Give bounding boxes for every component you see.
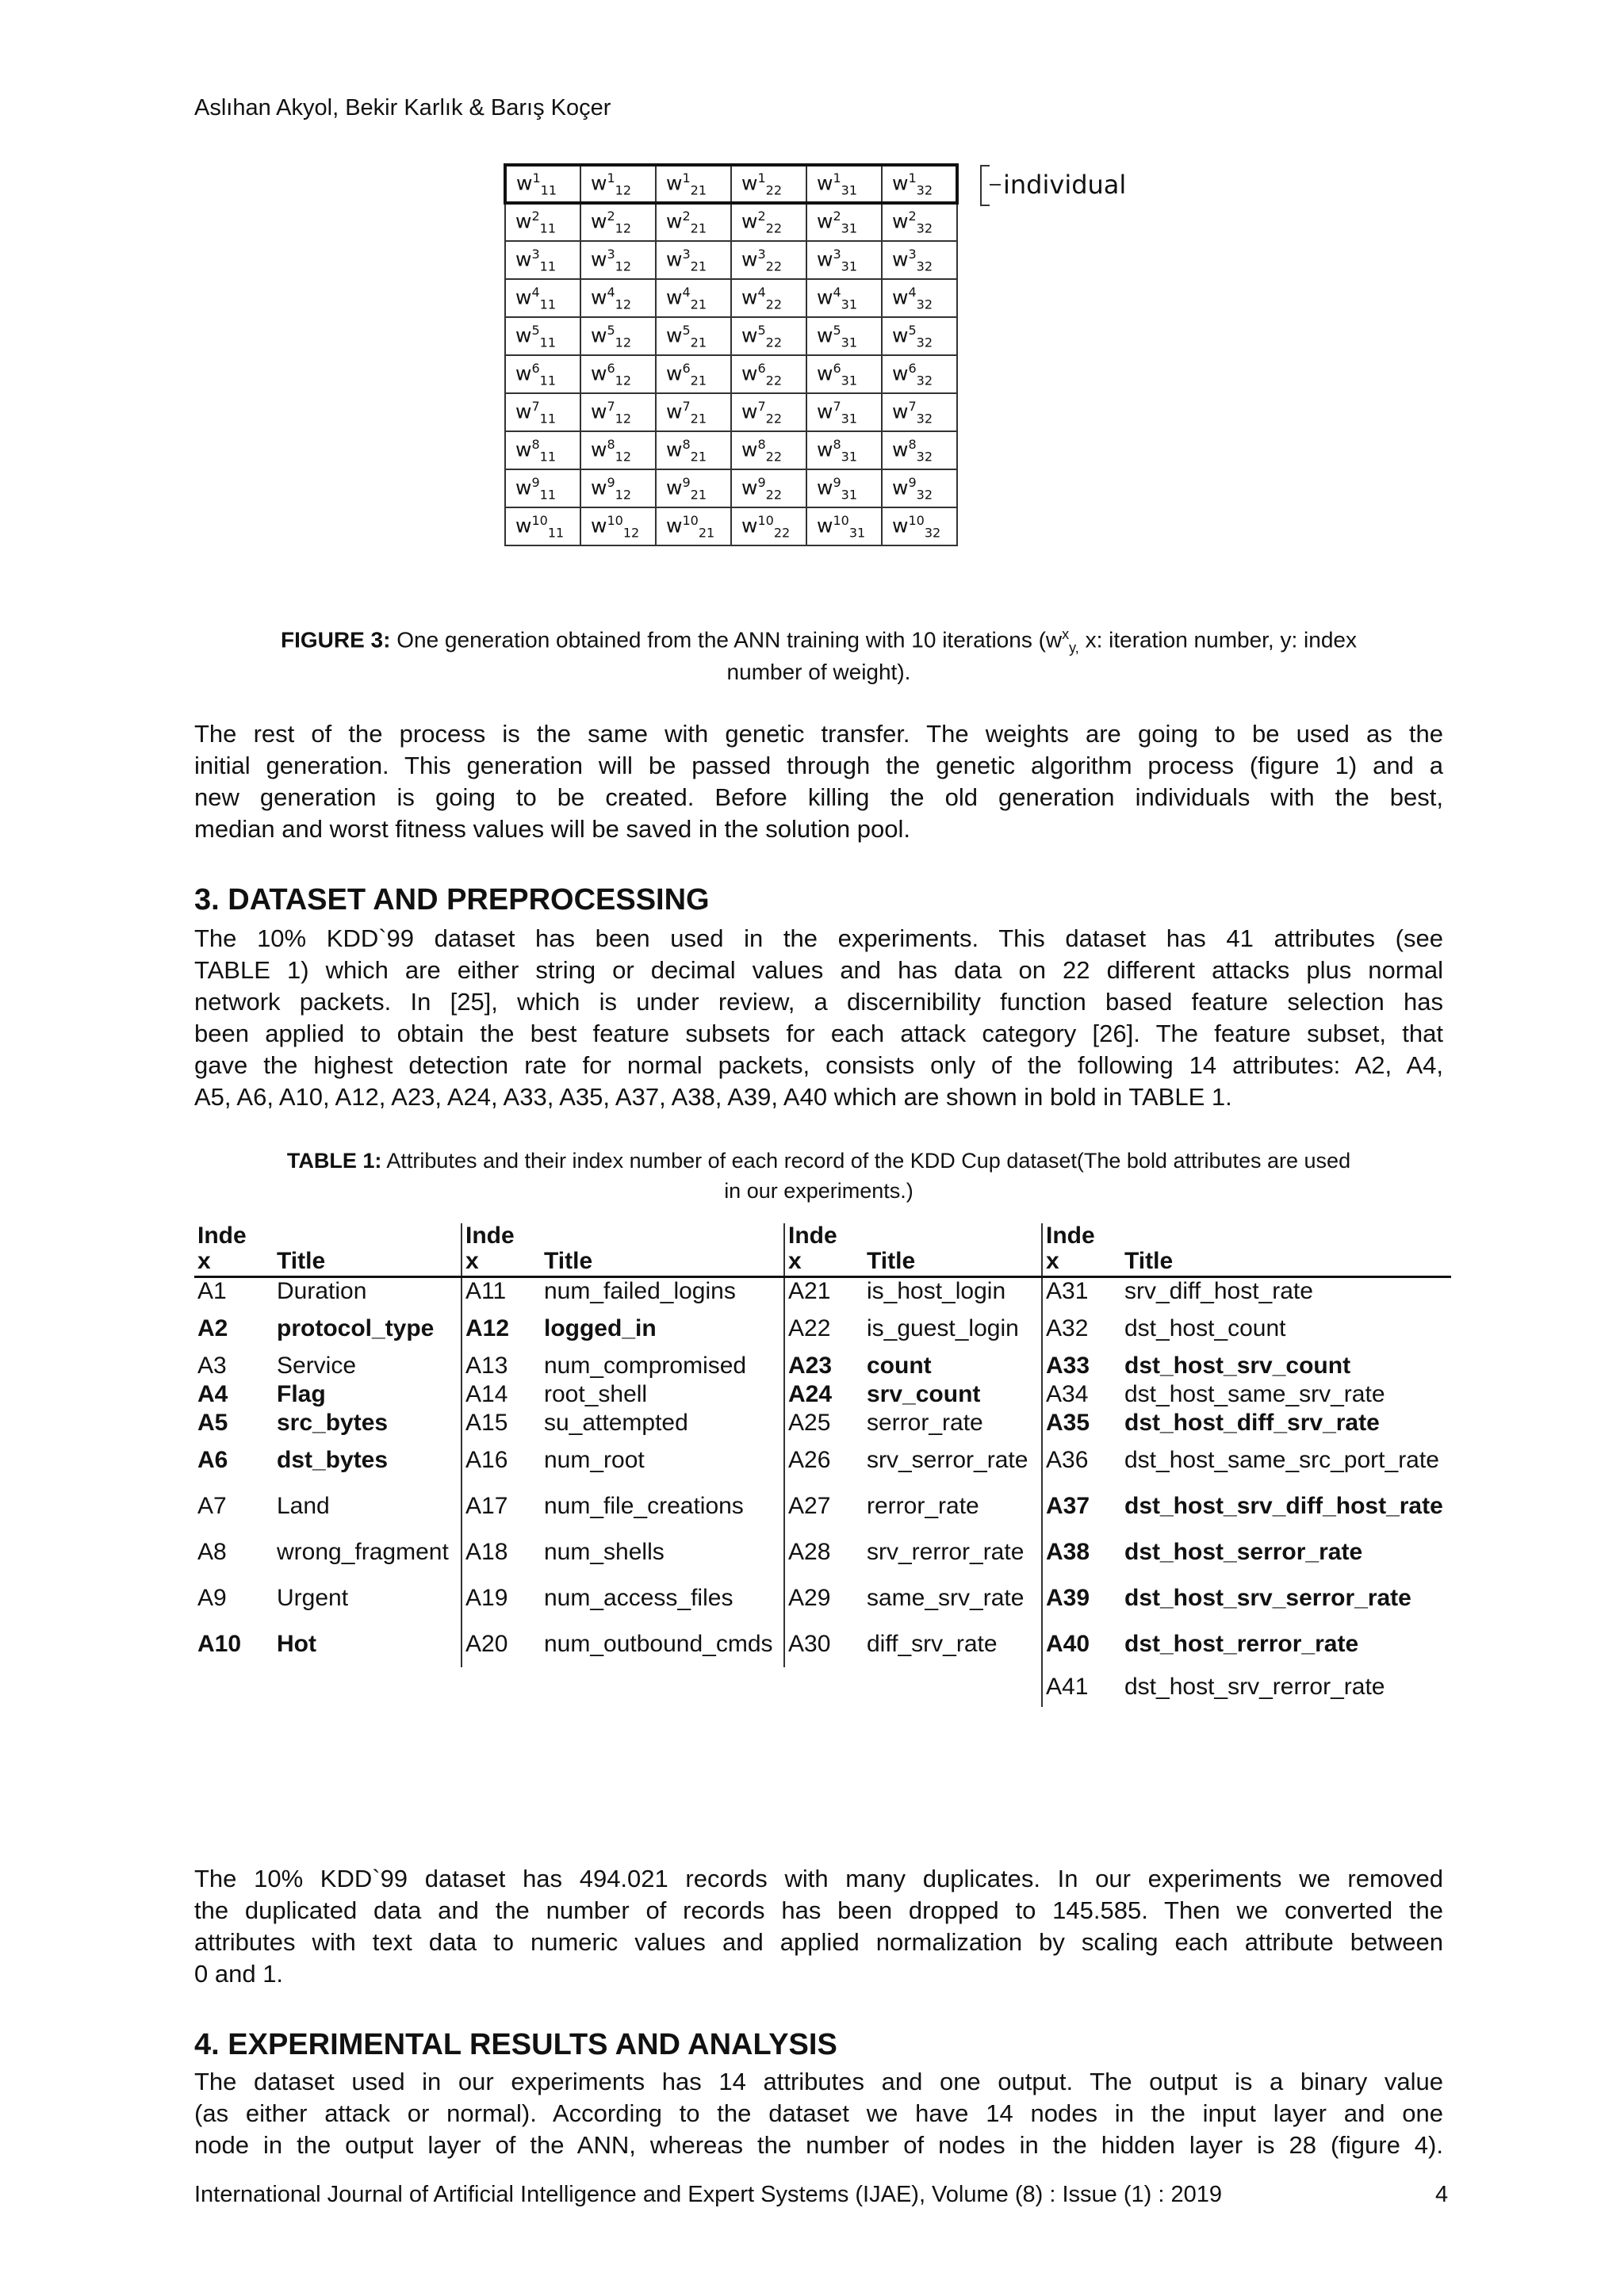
attribute-title: dst_host_srv_diff_host_rate bbox=[1124, 1492, 1443, 1519]
header-title: Title bbox=[541, 1223, 784, 1277]
weight-row bbox=[505, 507, 957, 545]
paragraph-1-line: initial generation. This generation will be passed through the genetic algorithm process (figure 1) and a bbox=[194, 752, 1443, 779]
table-row bbox=[194, 1575, 1451, 1621]
paragraph-4-line: (as either attack or normal). According to the dataset we have 14 nodes in the input layer and one bbox=[194, 2099, 1443, 2127]
weight-cell: $w^{10}_{21}$ bbox=[656, 507, 731, 545]
attribute-index bbox=[784, 1667, 864, 1707]
weight-row bbox=[505, 165, 957, 203]
figure-3-caption-text-2: x: iteration number, y: index bbox=[1078, 627, 1357, 652]
attribute-title: rerror_rate bbox=[867, 1492, 979, 1519]
attribute-title: srv_rerror_rate bbox=[867, 1538, 1025, 1565]
section-4-heading: 4. EXPERIMENTAL RESULTS AND ANALYSIS bbox=[194, 2028, 837, 2061]
paragraph-3 bbox=[194, 1863, 1443, 1990]
attribute-title: num_shells bbox=[544, 1538, 665, 1565]
attribute-index: A34 bbox=[1042, 1380, 1121, 1409]
attribute-title: same_srv_rate bbox=[867, 1584, 1025, 1611]
weight-cell: $w^8_{12}$ bbox=[580, 431, 656, 469]
weight-cell: $w^7_{12}$ bbox=[580, 393, 656, 431]
weight-cell: $w^5_{31}$ bbox=[806, 317, 882, 355]
attribute-index: A20 bbox=[462, 1621, 541, 1667]
attribute-index: A37 bbox=[1042, 1483, 1121, 1529]
paragraph-2-line: network packets. In [25], which is under review, a discernibility function based feature selection has bbox=[194, 988, 1443, 1016]
attribute-index: A40 bbox=[1042, 1621, 1121, 1667]
paragraph-2-line: been applied to obtain the best feature subsets for each attack category [26]. The feature subset, that bbox=[194, 1020, 1443, 1047]
attribute-index: A35 bbox=[1042, 1409, 1121, 1437]
weight-cell: $w^1_{21}$ bbox=[656, 165, 731, 203]
header-index: Index bbox=[462, 1223, 541, 1277]
attribute-index bbox=[462, 1667, 541, 1707]
attribute-title: num_compromised bbox=[544, 1352, 747, 1379]
attribute-index: A18 bbox=[462, 1529, 541, 1575]
weight-cell: $w^7_{32}$ bbox=[882, 393, 957, 431]
attribute-title: num_root bbox=[544, 1446, 645, 1473]
weight-cell: $w^3_{21}$ bbox=[656, 241, 731, 279]
attribute-index bbox=[194, 1667, 274, 1707]
header-index: Index bbox=[1042, 1223, 1121, 1277]
attribute-title: diff_srv_rate bbox=[867, 1630, 998, 1657]
attribute-index: A9 bbox=[197, 1584, 227, 1611]
table-1-caption bbox=[194, 1146, 1443, 1206]
attribute-index: A15 bbox=[462, 1409, 541, 1437]
weight-cell: $w^2_{32}$ bbox=[882, 203, 957, 241]
weight-row bbox=[505, 317, 957, 355]
attribute-title: srv_diff_host_rate bbox=[1124, 1278, 1313, 1305]
attribute-index: A24 bbox=[784, 1380, 864, 1409]
weight-cell: $w^{10}_{32}$ bbox=[882, 507, 957, 545]
figure-3-caption-label: FIGURE 3: bbox=[280, 627, 391, 652]
weight-cell: $w^2_{31}$ bbox=[806, 203, 882, 241]
attribute-index: A21 bbox=[784, 1277, 864, 1306]
attribute-index: A28 bbox=[784, 1529, 864, 1575]
attribute-title: protocol_type bbox=[277, 1314, 435, 1341]
attribute-index: A5 bbox=[197, 1409, 228, 1436]
attribute-index: A14 bbox=[462, 1380, 541, 1409]
attribute-title: dst_host_srv_rerror_rate bbox=[1124, 1673, 1385, 1700]
table-row bbox=[194, 1409, 1451, 1437]
attribute-index: A29 bbox=[784, 1575, 864, 1621]
weight-cell: $w^8_{32}$ bbox=[882, 431, 957, 469]
paragraph-2-line: A5, A6, A10, A12, A23, A24, A33, A35, A37, A38, A39, A40 which are shown in bold in TABLE 1. bbox=[194, 1083, 1232, 1111]
header-title: Title bbox=[864, 1223, 1042, 1277]
attribute-index: A8 bbox=[197, 1538, 227, 1565]
weight-cell: $w^3_{22}$ bbox=[731, 241, 806, 279]
weight-cell: $w^9_{32}$ bbox=[882, 469, 957, 507]
weight-cell: $w^9_{31}$ bbox=[806, 469, 882, 507]
weight-row bbox=[505, 203, 957, 241]
header-index: Index bbox=[194, 1223, 274, 1277]
attribute-index: A4 bbox=[197, 1380, 228, 1407]
weight-cell: $w^8_{11}$ bbox=[505, 431, 580, 469]
weight-cell: $w^7_{21}$ bbox=[656, 393, 731, 431]
paragraph-4-line: node in the output layer of the ANN, whereas the number of nodes in the hidden layer is 28 (figure 4). bbox=[194, 2131, 1443, 2159]
paragraph-4 bbox=[194, 2066, 1443, 2161]
attribute-index: A25 bbox=[784, 1409, 864, 1437]
weight-cell: $w^9_{22}$ bbox=[731, 469, 806, 507]
attribute-title: Service bbox=[277, 1352, 357, 1379]
attribute-title: Duration bbox=[277, 1278, 367, 1305]
attribute-index: A23 bbox=[784, 1352, 864, 1380]
attribute-title: dst_host_srv_serror_rate bbox=[1124, 1584, 1411, 1611]
attribute-index: A12 bbox=[462, 1306, 541, 1352]
figure-3-caption-text-1: One generation obtained from the ANN training with 10 iterations (w bbox=[390, 627, 1063, 652]
paragraph-1 bbox=[194, 718, 1443, 845]
attribute-title: Flag bbox=[277, 1380, 326, 1407]
attribute-index: A22 bbox=[784, 1306, 864, 1352]
weight-cell: $w^4_{32}$ bbox=[882, 279, 957, 317]
weight-cell: $w^8_{22}$ bbox=[731, 431, 806, 469]
weight-cell: $w^4_{31}$ bbox=[806, 279, 882, 317]
paragraph-3-line: attributes with text data to numeric values and applied normalization by scaling each attribute between bbox=[194, 1928, 1443, 1956]
weight-cell: $w^{10}_{31}$ bbox=[806, 507, 882, 545]
table-header-row bbox=[194, 1223, 1451, 1277]
weight-row bbox=[505, 355, 957, 393]
header-title: Title bbox=[274, 1223, 462, 1277]
attribute-index: A6 bbox=[197, 1446, 228, 1473]
individual-label: individual bbox=[1003, 170, 1127, 200]
weight-cell: $w^1_{12}$ bbox=[580, 165, 656, 203]
weight-cell: $w^3_{12}$ bbox=[580, 241, 656, 279]
attribute-index: A17 bbox=[462, 1483, 541, 1529]
table-row bbox=[194, 1529, 1451, 1575]
weight-cell: $w^6_{21}$ bbox=[656, 355, 731, 393]
weight-cell: $w^2_{11}$ bbox=[505, 203, 580, 241]
attribute-title: dst_host_same_srv_rate bbox=[1124, 1380, 1385, 1407]
attribute-title: num_file_creations bbox=[544, 1492, 744, 1519]
attribute-index: A16 bbox=[462, 1437, 541, 1483]
attribute-title: count bbox=[867, 1352, 932, 1379]
weight-row bbox=[505, 393, 957, 431]
table-row bbox=[194, 1621, 1451, 1667]
paragraph-1-line: median and worst fitness values will be saved in the solution pool. bbox=[194, 815, 910, 843]
attribute-index: A36 bbox=[1042, 1437, 1121, 1483]
weight-cell: $w^7_{22}$ bbox=[731, 393, 806, 431]
weight-table bbox=[504, 163, 959, 546]
attribute-index: A30 bbox=[784, 1621, 864, 1667]
weight-cell: $w^2_{22}$ bbox=[731, 203, 806, 241]
weight-cell: $w^4_{21}$ bbox=[656, 279, 731, 317]
weight-cell: $w^3_{32}$ bbox=[882, 241, 957, 279]
attribute-index: A32 bbox=[1042, 1306, 1121, 1352]
figure-3-caption bbox=[194, 626, 1443, 685]
table-row bbox=[194, 1380, 1451, 1409]
attribute-index: A3 bbox=[197, 1352, 227, 1379]
attribute-title: dst_host_count bbox=[1124, 1314, 1286, 1341]
attribute-index: A41 bbox=[1042, 1667, 1121, 1707]
attribute-index: A27 bbox=[784, 1483, 864, 1529]
attribute-title: dst_host_same_src_port_rate bbox=[1124, 1446, 1439, 1473]
attribute-title: is_host_login bbox=[867, 1278, 1006, 1305]
weight-cell: $w^7_{11}$ bbox=[505, 393, 580, 431]
table-row bbox=[194, 1306, 1451, 1352]
attribute-title: dst_host_serror_rate bbox=[1124, 1538, 1363, 1565]
weight-cell: $w^1_{32}$ bbox=[882, 165, 957, 203]
attribute-title: num_failed_logins bbox=[544, 1278, 736, 1305]
attribute-title: src_bytes bbox=[277, 1409, 389, 1436]
table-row bbox=[194, 1277, 1451, 1306]
paragraph-2-line: The 10% KDD`99 dataset has been used in the experiments. This dataset has 41 attributes (see bbox=[194, 924, 1443, 952]
weight-cell: $w^{10}_{11}$ bbox=[505, 507, 580, 545]
weight-cell: $w^4_{22}$ bbox=[731, 279, 806, 317]
attribute-title bbox=[274, 1667, 462, 1707]
table-1-caption-text: Attributes and their index number of each record of the KDD Cup dataset(The bold attributes are used bbox=[381, 1149, 1351, 1173]
weight-cell: $w^6_{31}$ bbox=[806, 355, 882, 393]
weight-cell: $w^1_{22}$ bbox=[731, 165, 806, 203]
section-3-heading: 3. DATASET AND PREPROCESSING bbox=[194, 883, 710, 916]
figure-3-caption-sub: y, bbox=[1069, 639, 1079, 656]
table-row bbox=[194, 1352, 1451, 1380]
paragraph-2-line: gave the highest detection rate for normal packets, consists only of the following 14 attributes: A2, A4, bbox=[194, 1051, 1443, 1079]
weight-row bbox=[505, 431, 957, 469]
weight-cell: $w^8_{21}$ bbox=[656, 431, 731, 469]
page-number: 4 bbox=[1435, 2182, 1449, 2207]
weight-cell: $w^3_{11}$ bbox=[505, 241, 580, 279]
attribute-title: serror_rate bbox=[867, 1409, 983, 1436]
attribute-index: A11 bbox=[462, 1277, 541, 1306]
weight-cell: $w^{10}_{22}$ bbox=[731, 507, 806, 545]
weight-cell: $w^9_{21}$ bbox=[656, 469, 731, 507]
attribute-title: root_shell bbox=[544, 1380, 648, 1407]
footer-journal: International Journal of Artificial Intelligence and Expert Systems (IJAE), Volume (8) : Issue (1) : 2019 bbox=[194, 2182, 1222, 2207]
attribute-index: A10 bbox=[197, 1630, 242, 1657]
individual-brace bbox=[980, 165, 990, 206]
header-index: Index bbox=[784, 1223, 864, 1277]
weight-cell: $w^6_{22}$ bbox=[731, 355, 806, 393]
attribute-title bbox=[541, 1667, 784, 1707]
attribute-title: is_guest_login bbox=[867, 1314, 1019, 1341]
paragraph-2 bbox=[194, 923, 1443, 1113]
attribute-title: srv_serror_rate bbox=[867, 1446, 1028, 1473]
weight-cell: $w^5_{21}$ bbox=[656, 317, 731, 355]
attribute-title: su_attempted bbox=[544, 1409, 688, 1436]
attribute-title: Urgent bbox=[277, 1584, 349, 1611]
paragraph-3-line: The 10% KDD`99 dataset has 494.021 records with many duplicates. In our experiments we removed bbox=[194, 1865, 1443, 1892]
attribute-title: srv_count bbox=[867, 1380, 981, 1407]
attribute-index: A26 bbox=[784, 1437, 864, 1483]
weight-cell: $w^4_{12}$ bbox=[580, 279, 656, 317]
weight-row bbox=[505, 241, 957, 279]
paragraph-3-line: the duplicated data and the number of records has been dropped to 145.585. Then we converted the bbox=[194, 1896, 1443, 1924]
weight-cell: $w^3_{31}$ bbox=[806, 241, 882, 279]
attribute-title bbox=[864, 1667, 1042, 1707]
attribute-title: dst_host_rerror_rate bbox=[1124, 1630, 1359, 1657]
attribute-title: dst_host_srv_count bbox=[1124, 1352, 1351, 1379]
weight-cell: $w^9_{12}$ bbox=[580, 469, 656, 507]
attribute-title: wrong_fragment bbox=[277, 1538, 449, 1565]
attribute-title: Land bbox=[277, 1492, 330, 1519]
weight-cell: $w^2_{21}$ bbox=[656, 203, 731, 241]
paragraph-1-line: The rest of the process is the same with genetic transfer. The weights are going to be used as the bbox=[194, 720, 1443, 748]
table-1-caption-label: TABLE 1: bbox=[286, 1149, 382, 1173]
attribute-title: dst_bytes bbox=[277, 1446, 389, 1473]
weight-cell: $w^5_{11}$ bbox=[505, 317, 580, 355]
weight-cell: $w^4_{11}$ bbox=[505, 279, 580, 317]
attribute-index: A38 bbox=[1042, 1529, 1121, 1575]
attribute-index: A33 bbox=[1042, 1352, 1121, 1380]
attribute-index: A7 bbox=[197, 1492, 227, 1519]
attribute-title: logged_in bbox=[544, 1314, 657, 1341]
table-row bbox=[194, 1667, 1451, 1707]
table-1-caption-line2: in our experiments.) bbox=[724, 1179, 914, 1203]
paragraph-1-line: new generation is going to be created. Before killing the old generation individuals with the best, bbox=[194, 783, 1443, 811]
running-head-authors: Aslıhan Akyol, Bekir Karlık & Barış Koçer bbox=[194, 95, 611, 121]
weight-cell: $w^2_{12}$ bbox=[580, 203, 656, 241]
weight-cell: $w^6_{12}$ bbox=[580, 355, 656, 393]
attribute-index: A31 bbox=[1042, 1277, 1121, 1306]
weight-cell: $w^7_{31}$ bbox=[806, 393, 882, 431]
attribute-title: dst_host_diff_srv_rate bbox=[1124, 1409, 1380, 1436]
weight-cell: $w^1_{11}$ bbox=[505, 165, 580, 203]
header-title: Title bbox=[1121, 1223, 1451, 1277]
attribute-index: A2 bbox=[197, 1314, 228, 1341]
individual-brace-tick bbox=[990, 184, 1001, 186]
figure-3-caption-sup: x bbox=[1062, 626, 1070, 642]
paragraph-2-line: TABLE 1) which are either string or decimal values and has data on 22 different attacks plus normal bbox=[194, 956, 1443, 984]
table-row bbox=[194, 1483, 1451, 1529]
attribute-index: A1 bbox=[197, 1278, 227, 1305]
attribute-index: A13 bbox=[462, 1352, 541, 1380]
weight-cell: $w^5_{32}$ bbox=[882, 317, 957, 355]
weight-cell: $w^5_{22}$ bbox=[731, 317, 806, 355]
weight-row bbox=[505, 279, 957, 317]
table-row bbox=[194, 1437, 1451, 1483]
weight-cell: $w^5_{12}$ bbox=[580, 317, 656, 355]
weight-cell: $w^6_{32}$ bbox=[882, 355, 957, 393]
attribute-title: Hot bbox=[277, 1630, 316, 1657]
attribute-title: num_access_files bbox=[544, 1584, 733, 1611]
weight-row bbox=[505, 469, 957, 507]
paragraph-4-line: The dataset used in our experiments has 14 attributes and one output. The output is a binary value bbox=[194, 2068, 1443, 2095]
weight-cell: $w^9_{11}$ bbox=[505, 469, 580, 507]
paragraph-3-line: 0 and 1. bbox=[194, 1960, 284, 1988]
weight-cell: $w^6_{11}$ bbox=[505, 355, 580, 393]
attribute-title: num_outbound_cmds bbox=[544, 1630, 773, 1657]
attribute-index: A39 bbox=[1042, 1575, 1121, 1621]
attribute-index: A19 bbox=[462, 1575, 541, 1621]
weight-cell: $w^8_{31}$ bbox=[806, 431, 882, 469]
figure-3-caption-line2: number of weight). bbox=[726, 659, 911, 684]
weight-cell: $w^1_{31}$ bbox=[806, 165, 882, 203]
weight-cell: $w^{10}_{12}$ bbox=[580, 507, 656, 545]
attributes-table bbox=[194, 1223, 1451, 1707]
figure-3-weight-matrix bbox=[504, 163, 959, 546]
